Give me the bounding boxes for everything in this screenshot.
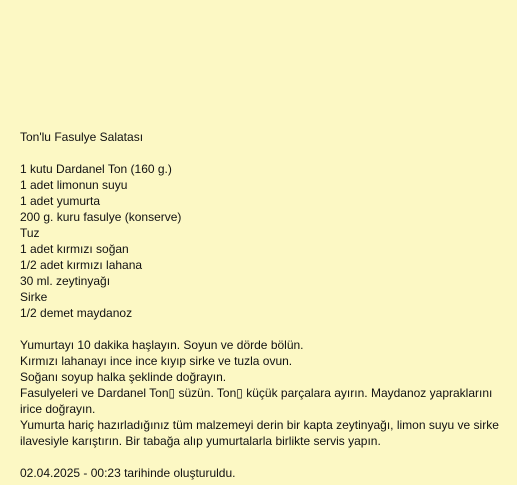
ingredient-item: 1 adet limonun suyu [20,178,128,192]
recipe-title: Ton'lu Fasulye Salatası [20,130,144,144]
ingredient-item: Tuz [20,226,40,240]
instruction-step: Kırmızı lahanayı ince ince kıyıp sirke ve tuzla ovun. [20,354,293,368]
ingredient-item: 200 g. kuru fasulye (konserve) [20,210,182,224]
ingredient-item: 1 kutu Dardanel Ton (160 g.) [20,162,172,176]
instruction-step: Yumurta hariç hazırladığınız tüm malzemeyi derin bir kapta zeytinyağı, limon suyu ve sirke ilavesiyle karıştırın. Bir tabağa alıp yumurtalarla birlikte servis yapın. [20,418,499,448]
ingredient-item: Sirke [20,290,48,304]
instruction-step: Fasulyeleri ve Dardanel Ton▯ süzün. Ton▯ küçük parçalara ayırın. Maydanoz yapraklarını irice doğrayın. [20,386,493,416]
ingredient-item: 1/2 demet maydanoz [20,306,133,320]
instruction-list [20,337,510,449]
ingredient-item: 1 adet kırmızı soğan [20,242,129,256]
instruction-step: Yumurtayı 10 dakika haşlayın. Soyun ve dörde bölün. [20,338,304,352]
ingredient-item: 1/2 adet kırmızı lahana [20,258,143,272]
ingredient-item: 30 ml. zeytinyağı [20,274,111,288]
creation-timestamp: 02.04.2025 - 00:23 tarihinde oluşturuldu. [20,466,236,480]
ingredient-item: 1 adet yumurta [20,194,101,208]
instruction-step: Soğanı soyup halka şeklinde doğrayın. [20,370,227,384]
ingredient-list [20,161,510,321]
recipe-document [20,129,510,481]
